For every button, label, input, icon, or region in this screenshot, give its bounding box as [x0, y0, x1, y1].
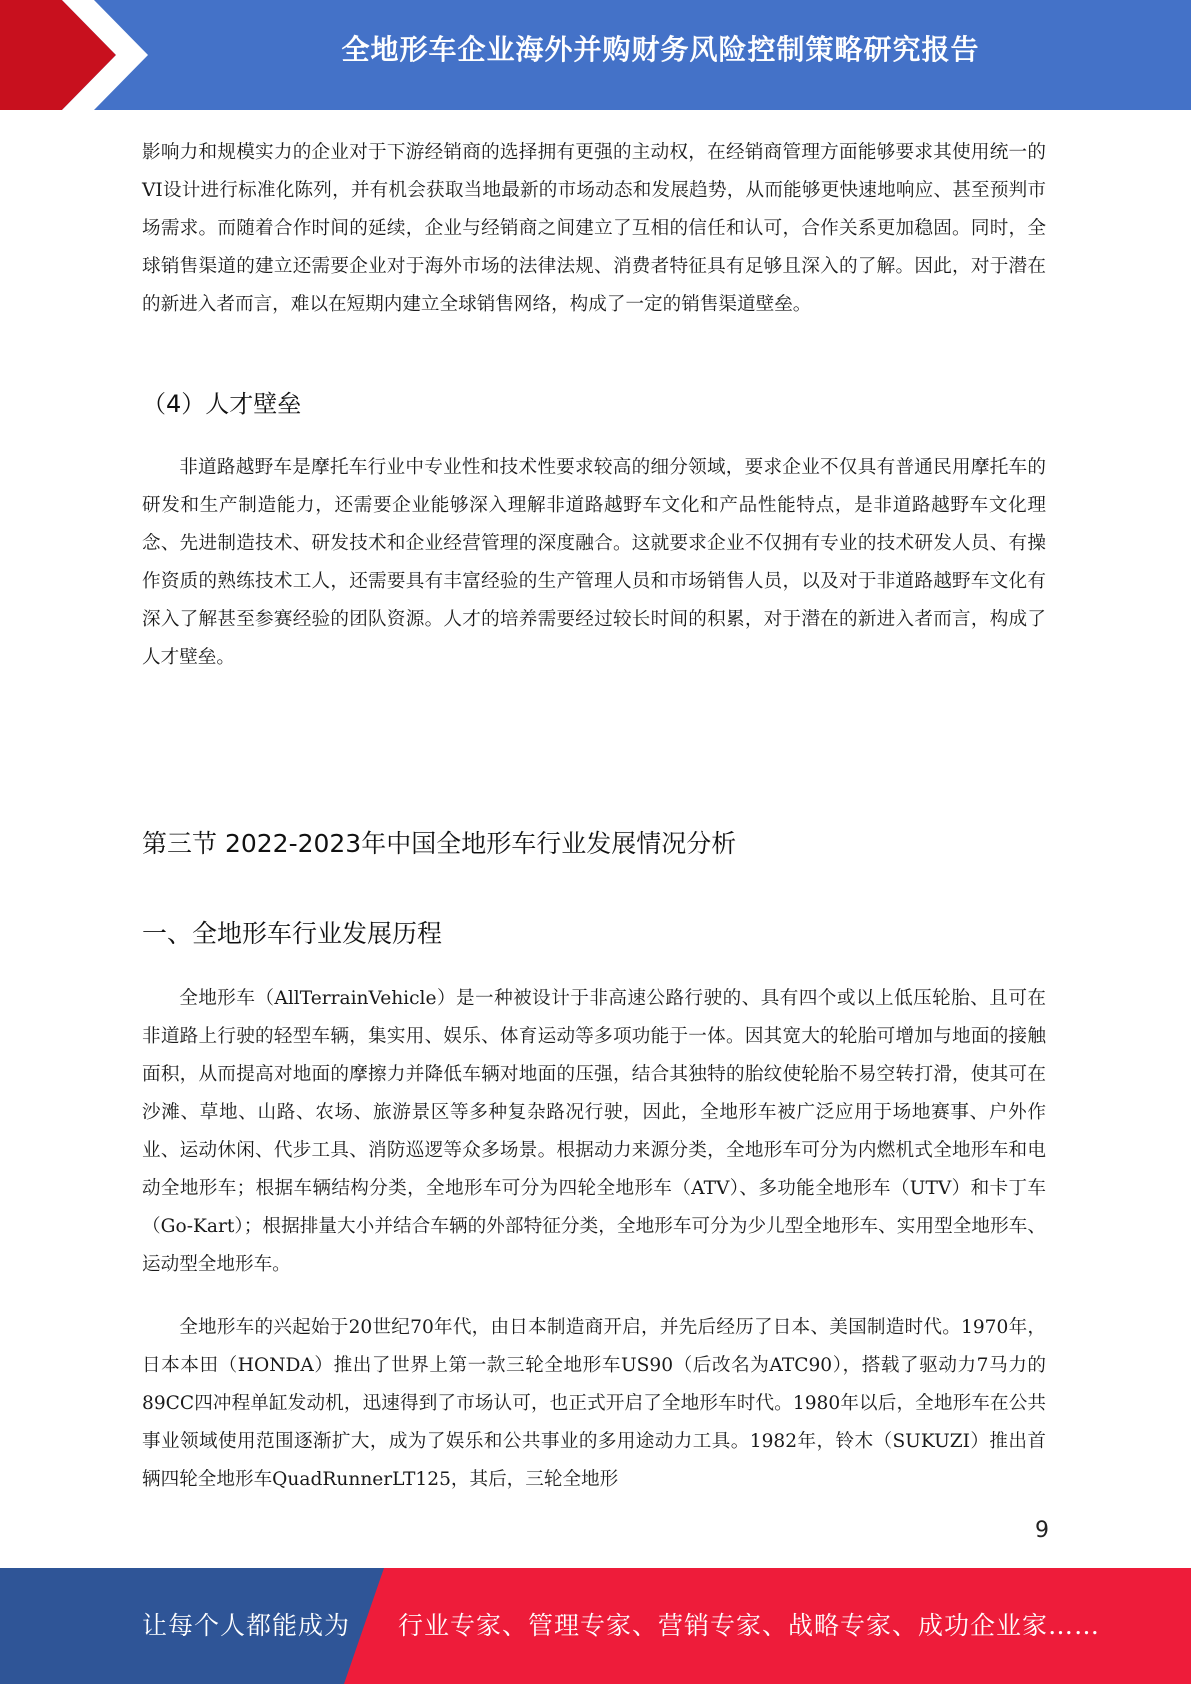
section-title: 第三节 2022-2023年中国全地形车行业发展情况分析: [142, 829, 737, 858]
footer-slogan-right: 行业专家、管理专家、营销专家、战略专家、成功企业家……: [398, 1611, 1101, 1640]
body-paragraph: 非道路越野车是摩托车行业中专业性和技术性要求较高的细分领域，要求企业不仅具有普通民用摩托车的研发和生产制造能力，还需要企业能够深入理解非道路越野车文化和产品性能特点，是非道路越野车文化理念、先进制造技术、研发技术和企业经营管理的深度融合。这就要求企业不仅拥有专业的技术研发人员、有操作资质的熟练技术工人，还需要具有丰富经验的生产管理人员和市场销售人员，以及对于非道路越野车文化有深入了解甚至参赛经验的团队资源。人才的培养需要经过较长时间的积累，对于潜在的新进入者而言，构成了人才壁垒。: [142, 457, 1046, 668]
heading-development-history: 一、全地形车行业发展历程: [142, 919, 443, 948]
paragraph-block-4: [142, 1309, 1046, 1499]
paragraph-block-1: [142, 134, 1046, 324]
paragraph-block-3: [142, 980, 1046, 1284]
paragraph-block-2: [142, 449, 1046, 677]
subheading-talent-barrier: （4）人才壁垒: [142, 390, 302, 418]
footer-slogan-left: 让每个人都能成为: [142, 1611, 351, 1640]
body-paragraph: 全地形车（AllTerrainVehicle）是一种被设计于非高速公路行驶的、具有四个或以上低压轮胎、且可在非道路上行驶的轻型车辆，集实用、娱乐、体育运动等多项功能于一体。因其宽大的轮胎可增加与地面的接触面积，从而提高对地面的摩擦力并降低车辆对地面的压强，结合其独特的胎纹使轮胎不易空转打滑，使其可在沙滩、草地、山路、农场、旅游景区等多种复杂路况行驶，因此，全地形车被广泛应用于场地赛事、户外作业、运动休闲、代步工具、消防巡逻等众多场景。根据动力来源分类，全地形车可分为内燃机式全地形车和电动全地形车；根据车辆结构分类，全地形车可分为四轮全地形车（ATV）、多功能全地形车（UTV）和卡丁车（Go-Kart）；根据排量大小并结合车辆的外部特征分类，全地形车可分为少儿型全地形车、实用型全地形车、运动型全地形车。: [142, 988, 1046, 1275]
header-banner: [0, 0, 1191, 110]
report-title: 全地形车企业海外并购财务风险控制策略研究报告: [341, 33, 980, 66]
page-number: 9: [1035, 1518, 1049, 1543]
body-paragraph: 全地形车的兴起始于20世纪70年代，由日本制造商开启，并先后经历了日本、美国制造时代。1970年，日本本田（HONDA）推出了世界上第一款三轮全地形车US90（后改名为ATC90），搭载了驱动力7马力的89CC四冲程单缸发动机，迅速得到了市场认可，也正式开启了全地形车时代。1980年以后，全地形车在公共事业领域使用范围逐渐扩大，成为了娱乐和公共事业的多用途动力工具。1982年，铃木（SUKUZI）推出首辆四轮全地形车QuadRunnerLT125，其后，三轮全地形: [142, 1317, 1046, 1490]
footer-banner: [0, 1568, 1191, 1684]
body-paragraph: 影响力和规模实力的企业对于下游经销商的选择拥有更强的主动权，在经销商管理方面能够要求其使用统一的VI设计进行标准化陈列，并有机会获取当地最新的市场动态和发展趋势，从而能够更快速地响应、甚至预判市场需求。而随着合作时间的延续，企业与经销商之间建立了互相的信任和认可，合作关系更加稳固。同时，全球销售渠道的建立还需要企业对于海外市场的法律法规、消费者特征具有足够且深入的了解。因此，对于潜在的新进入者而言，难以在短期内建立全球销售网络，构成了一定的销售渠道壁垒。: [142, 142, 1046, 315]
